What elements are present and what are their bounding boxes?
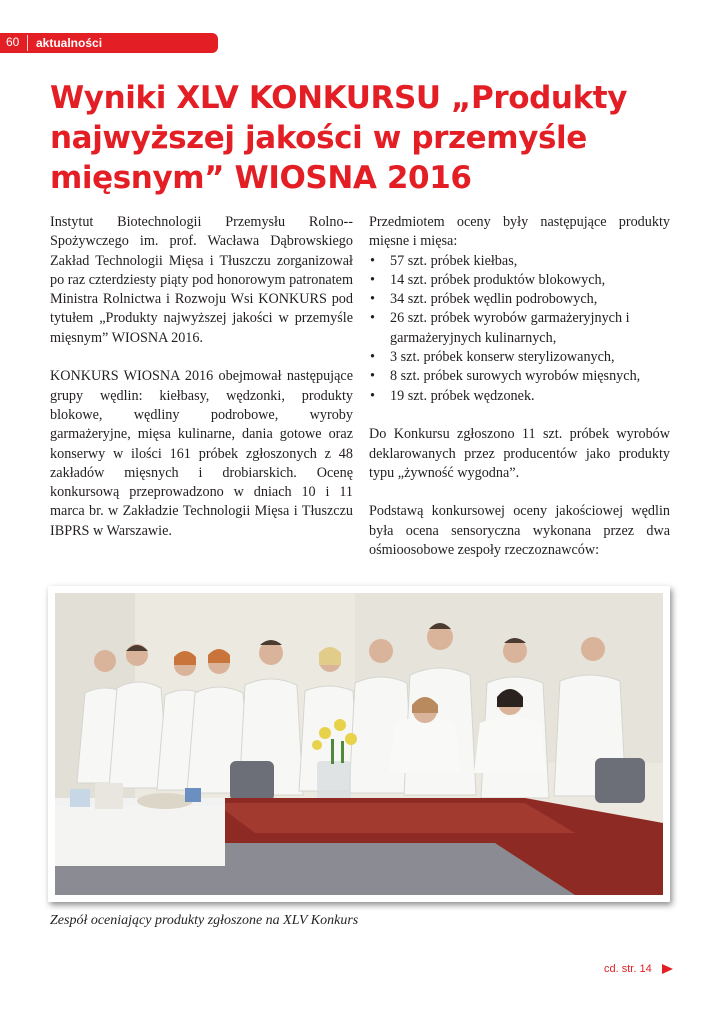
list-item: • 3 szt. próbek konserw sterylizowanych, [369, 348, 670, 367]
list-item: • 34 szt. próbek wędlin podrobowych, [369, 290, 670, 309]
arrow-right-icon [662, 964, 673, 974]
list-item: • 14 szt. próbek produktów blokowych, [369, 271, 670, 290]
group-photo [55, 593, 663, 895]
photo-caption: Zespół oceniający produkty zgłoszone na XLV Konkurs [50, 913, 359, 928]
continued-note: cd. str. 14 [604, 963, 652, 975]
list-item: • 8 szt. próbek surowych wyrobów mięsnych, [369, 367, 670, 386]
photo-frame [48, 586, 670, 902]
list-item: • 19 szt. próbek wędzonek. [369, 387, 670, 406]
section-header-bar [0, 33, 218, 53]
convenience-food-paragraph: Do Konkursu zgłoszono 11 szt. próbek wyrobów deklarowanych przez producentów jako produkty typu „żywność wygodna”. [369, 426, 670, 481]
products-list [369, 252, 670, 406]
intro-paragraph: Instytut Biotechnologii Przemysłu Rolno--Spożywczego im. prof. Wacława Dąbrowskiego Zakład Technologii Mięsa i Tłuszczu zorganizował po raz czterdziesty piąty pod honorowym patronatem Ministra Rolnictwa i Rozwoju Wsi KONKURS pod tytułem „Produkty najwyższej jakości w przemyśle mięsnym” WIOSNA 2016. [50, 214, 353, 346]
left-column [50, 213, 353, 560]
right-column [369, 213, 670, 580]
page-number: 60 [6, 35, 20, 49]
bullet-icon: • [370, 310, 375, 327]
bullet-icon: • [370, 349, 375, 366]
products-intro: Przedmiotem oceny były następujące produkty mięsne i mięsa: [369, 214, 670, 250]
bullet-icon: • [370, 368, 375, 385]
list-item: • 57 szt. próbek kiełbas, [369, 252, 670, 271]
evaluation-paragraph: Podstawą konkursowej oceny jakościowej wędlin była ocena sensoryczna wykonana przez dwa ośmioosobowe zespoły rzeczoznawców: [369, 503, 670, 559]
header-separator [27, 35, 28, 51]
bullet-icon: • [370, 291, 375, 308]
bullet-icon: • [370, 252, 375, 269]
list-item: • 26 szt. próbek wyrobów garmażeryjnych i garmażeryjnych kulinarnych, [370, 310, 630, 346]
article-title: Wyniki XLV KONKURSU „Produkty najwyższej jakości w przemyśle mięsnym” WIOSNA 2016 [50, 80, 628, 196]
scope-paragraph: KONKURS WIOSNA 2016 obejmował następujące grupy wędlin: kiełbasy, wędzonki, produkty blokowe, wędliny podrobowe, wyroby garmażeryjne, mięsa kulinarne, dania gotowe oraz konserwy w ilości 161 próbek zgłoszonych z 48 zakładów mięsnych i drobiarskich. Ocenę konkursową przeprowadzono w dniach 10 i 11 marca br. w Zakładzie Technologii Mięsa i Tłuszczu IBPRS w Warszawie. [50, 368, 353, 539]
section-name: aktualności [36, 36, 103, 50]
bullet-icon: • [370, 271, 375, 288]
bullet-icon: • [370, 387, 375, 404]
